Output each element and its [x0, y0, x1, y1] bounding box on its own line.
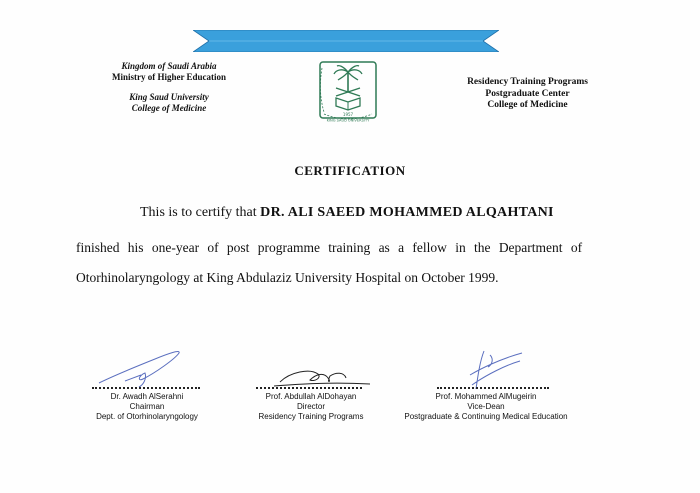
- line2-word: of: [570, 240, 583, 255]
- ministry-label: Ministry of Higher Education: [111, 72, 227, 82]
- signature-line-3: [437, 387, 549, 389]
- body-line-1: [140, 205, 554, 221]
- line2-word: finished: [76, 240, 120, 255]
- kingdom-label: Kingdom of Saudi Arabia: [121, 61, 217, 71]
- line2-word: in: [455, 240, 466, 255]
- signatory-1-title: Chairman: [129, 402, 165, 411]
- line2-word: programme: [257, 240, 320, 255]
- signatory-1: [72, 392, 222, 422]
- line2-word: one-year: [151, 240, 200, 255]
- signatory-3-dept: Postgraduate & Continuing Medical Education: [404, 412, 568, 421]
- signatory-2-dept: Residency Training Programs: [258, 412, 364, 421]
- signatory-2-name: Prof. Abdullah AlDohayan: [265, 392, 357, 401]
- line2-word: the: [474, 240, 491, 255]
- line2-word: post: [226, 240, 250, 255]
- certify-lead: This is to certify that: [140, 205, 257, 220]
- logo-year: 1957: [342, 112, 354, 117]
- king-saud-university-logo: [312, 58, 384, 124]
- signatory-3-name: Prof. Mohammed AlMugeirin: [435, 392, 537, 401]
- line2-word: of: [207, 240, 219, 255]
- postgraduate-center-label: Postgraduate Center: [485, 88, 570, 99]
- line2-word: as: [378, 240, 390, 255]
- signatory-3: [386, 392, 586, 422]
- logo-english-text: KING SAUD UNIVERSITY: [326, 118, 370, 123]
- header-right-block: [455, 77, 600, 112]
- header-ribbon: [193, 30, 499, 52]
- university-label: King Saud University: [129, 92, 209, 102]
- signatory-2-title: Director: [296, 402, 325, 411]
- line2-word: a: [398, 240, 405, 255]
- signature-line-1: [92, 387, 200, 389]
- line2-word: training: [328, 240, 371, 255]
- signature-1: [95, 345, 190, 390]
- body-line-3: Otorhinolaryngology at King Abdulaziz University Hospital on October 1999.: [76, 270, 499, 285]
- college-medicine-label: College of Medicine: [487, 100, 568, 110]
- signatory-1-name: Dr. Awadh AlSerahni: [110, 392, 184, 401]
- signatory-2: [236, 392, 386, 422]
- line2-word: Department: [498, 240, 563, 255]
- college-label: College of Medicine: [131, 103, 207, 113]
- signatory-1-dept: Dept. of Otorhinolaryngology: [96, 412, 198, 421]
- signatory-3-title: Vice-Dean: [467, 402, 505, 411]
- certificate-title: CERTIFICATION: [294, 163, 406, 178]
- signature-line-2: [256, 387, 362, 389]
- residency-programs-label: Residency Training Programs: [467, 77, 588, 87]
- line2-word: his: [127, 240, 144, 255]
- recipient-name: DR. ALI SAEED MOHAMMED ALQAHTANI: [260, 205, 554, 220]
- body-line-2: [76, 240, 582, 256]
- header-left-block: [104, 61, 234, 114]
- line2-word: fellow: [412, 240, 447, 255]
